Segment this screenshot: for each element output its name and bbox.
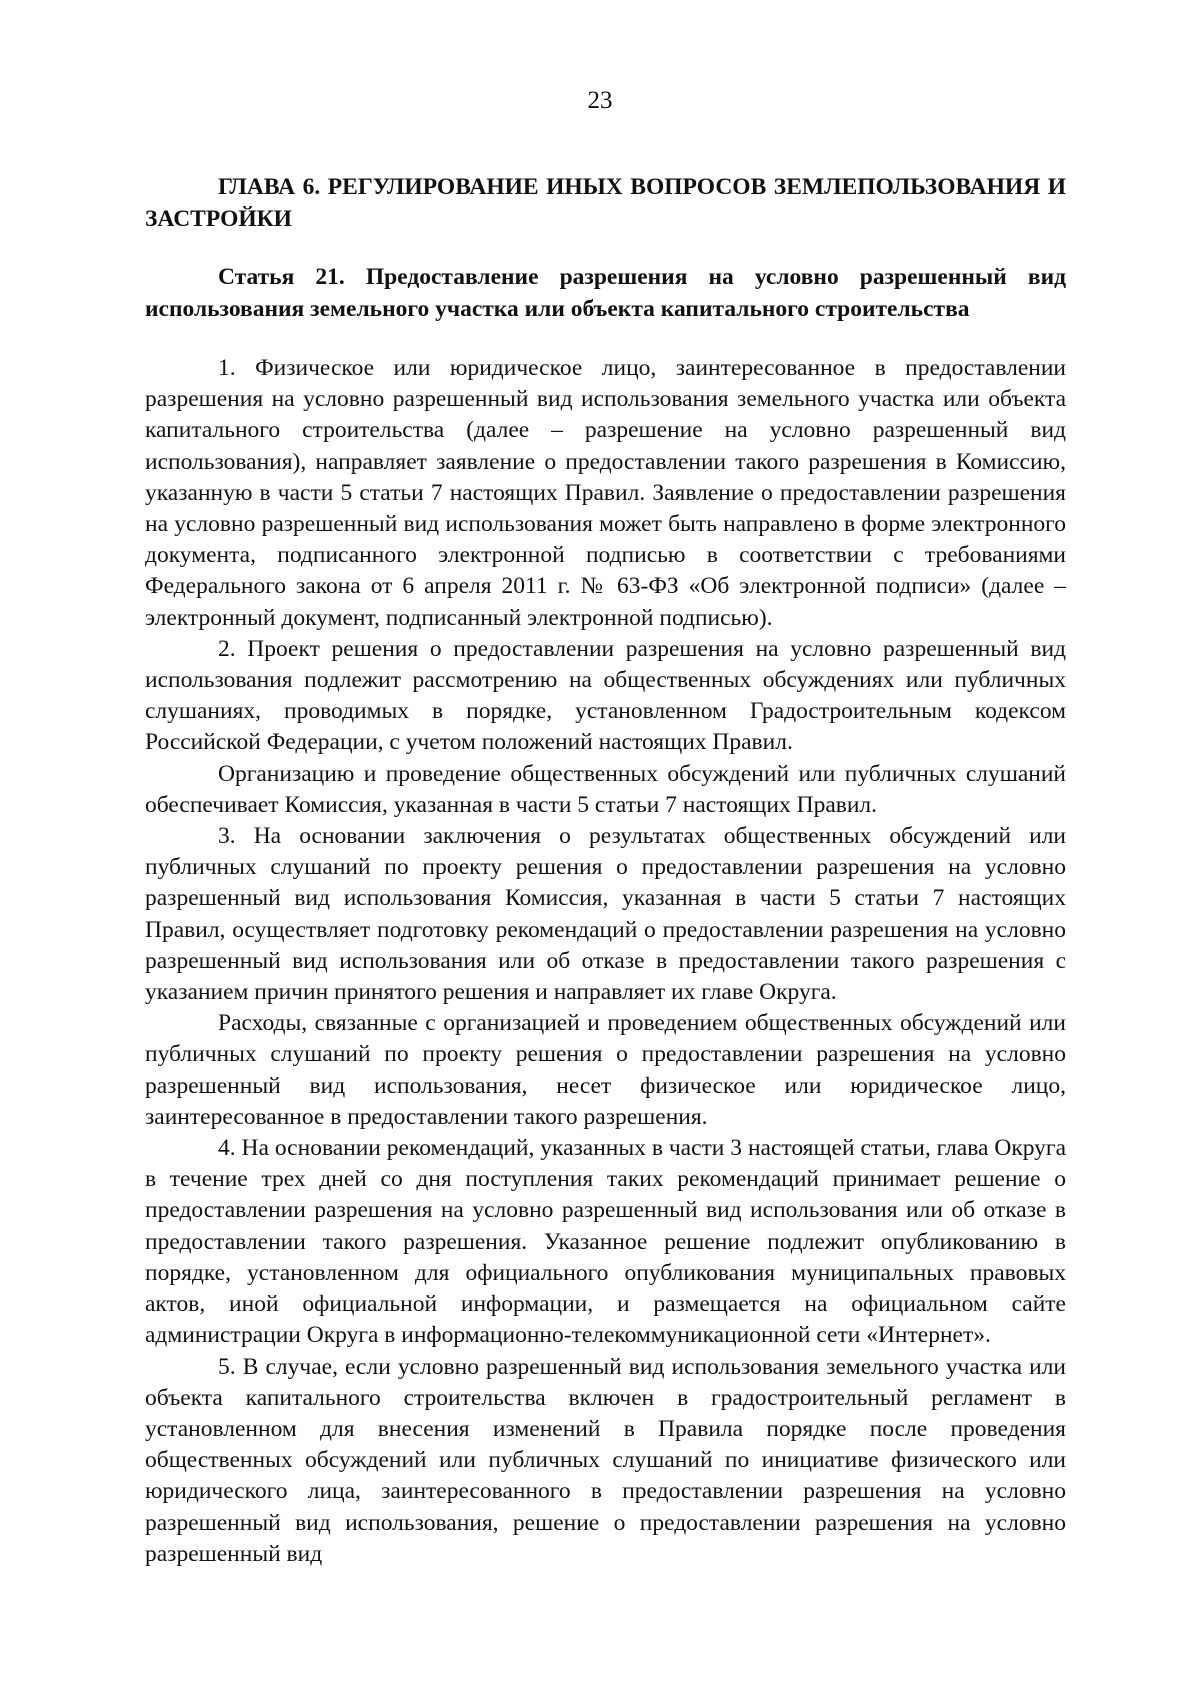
paragraph-1: 1. Физическое или юридическое лицо, заинтересованное в предоставлении разрешения на условно разрешенный вид использования земельного участка или объекта капитального строительства (далее – разрешение на условно разрешенный вид использования), направляет заявление о предоставлении такого разрешения в Комиссию, указанную в части 5 статьи 7 настоящих Правил. Заявление о предоставлении разрешения на условно разрешенный вид использования может быть направлено в форме электронного документа, подписанного электронной подписью в соответствии с требованиями Федерального закона от 6 апреля 2011 г. № 63-ФЗ «Об электронной подписи» (далее – электронный документ, подписанный электронной подписью).	[145, 355, 1066, 631]
paragraph-3: 3. На основании заключения о результатах общественных обсуждений или публичных слушаний по проекту решения о предоставлении разрешения на условно разрешенный вид использования Комиссия, указанная в части 5 статьи 7 настоящих Правил, осуществляет подготовку рекомендаций о предоставлении разрешения на условно разрешенный вид использования или об отказе в предоставлении такого разрешения с указанием причин принятого решения и направляет их главе Округа.	[145, 823, 1066, 1006]
paragraph-4: 4. На основании рекомендаций, указанных в части 3 настоящей статьи, глава Округа в течение трех дней со дня поступления таких рекомендаций принимает решение о предоставлении разрешения на условно разрешенный вид использования или об отказе в предоставлении такого разрешения. Указанное решение подлежит опубликованию в порядке, установленном для официального опубликования муниципальных правовых актов, иной официальной информации, и размещается на официальном сайте администрации Округа в информационно-телекоммуникационной сети «Интернет».	[145, 1135, 1066, 1349]
page-number: 23	[587, 87, 613, 114]
paragraph-3-continuation: Расходы, связанные с организацией и проведением общественных обсуждений или публичных слушаний по проекту решения о предоставлении разрешения на условно разрешенный вид использования, несет физическое или юридическое лицо, заинтересованное в предоставлении такого разрешения.	[145, 1010, 1066, 1130]
chapter-title: ГЛАВА 6. РЕГУЛИРОВАНИЕ ИНЫХ ВОПРОСОВ ЗЕМЛЕПОЛЬЗОВАНИЯ И ЗАСТРОЙКИ	[145, 174, 1066, 232]
paragraph-5: 5. В случае, если условно разрешенный вид использования земельного участка или объекта капитального строительства включен в градостроительный регламент в установленном для внесения изменений в Правила порядке после проведения общественных обсуждений или публичных слушаний по инициативе физического или юридического лица, заинтересованного в предоставлении разрешения на условно разрешенный вид использования, решение о предоставлении разрешения на условно разрешенный вид	[145, 1353, 1066, 1567]
document-content	[145, 171, 1066, 1570]
paragraph-2: 2. Проект решения о предоставлении разрешения на условно разрешенный вид использования подлежит рассмотрению на общественных обсуждениях или публичных слушаниях, проводимых в порядке, установленном Градостроительным кодексом Российской Федерации, с учетом положений настоящих Правил.	[145, 635, 1066, 756]
paragraph-2-continuation: Организацию и проведение общественных обсуждений или публичных слушаний обеспечивает Комиссия, указанная в части 5 статьи 7 настоящих Правил.	[145, 760, 1066, 818]
article-body	[145, 353, 1066, 1570]
article-title: Статья 21. Предоставление разрешения на условно разрешенный вид использования земельного участка или объекта капитального строительства	[145, 264, 1066, 322]
